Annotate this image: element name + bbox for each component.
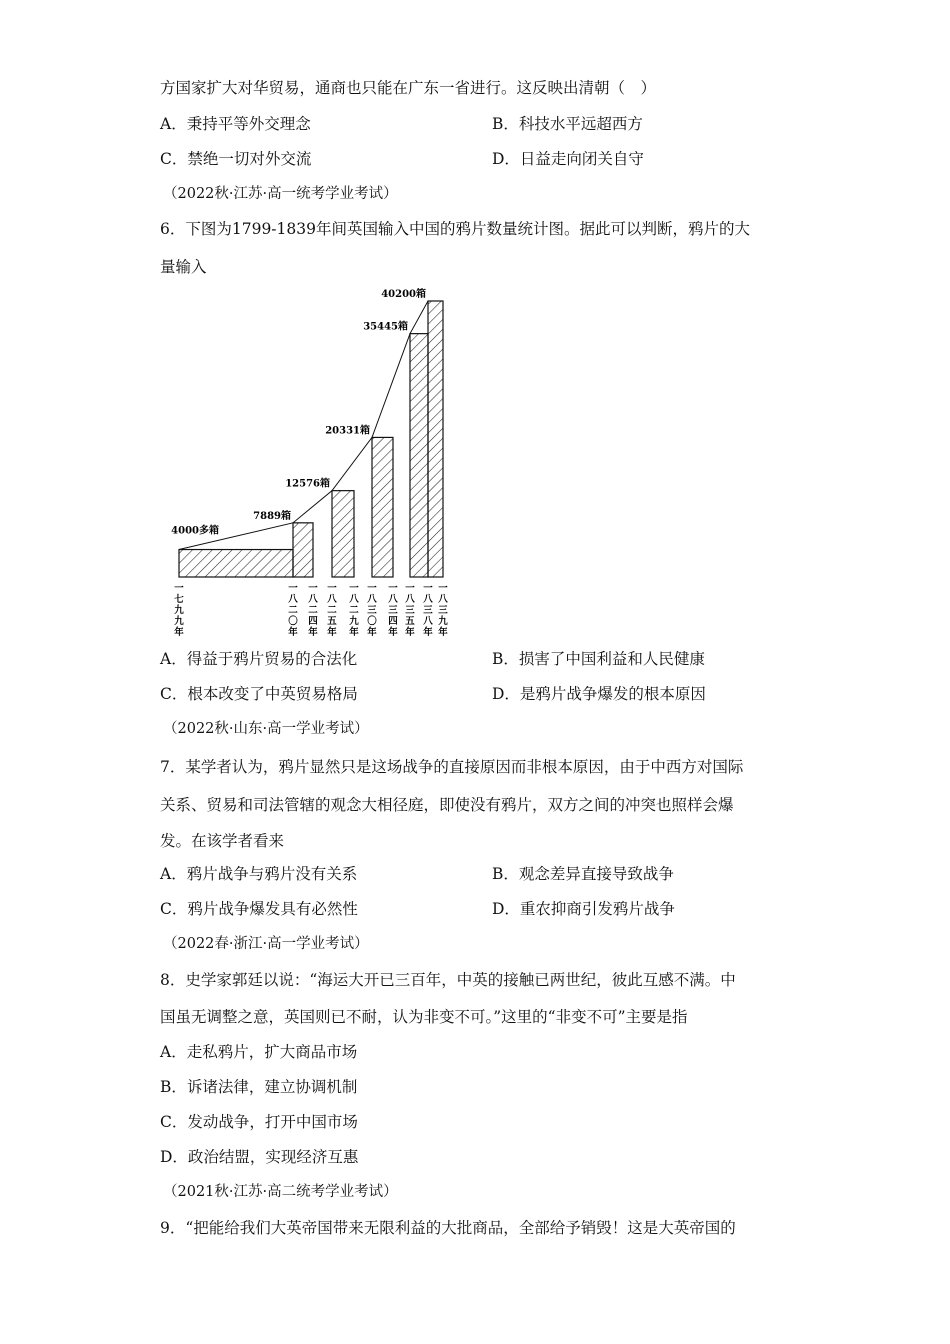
- svg-text:八: 八: [438, 594, 448, 605]
- svg-text:〇: 〇: [367, 616, 377, 627]
- bar-value-label-1: 7889箱: [253, 510, 291, 522]
- svg-text:三: 三: [388, 605, 398, 616]
- svg-text:二: 二: [308, 605, 318, 616]
- svg-text:一: 一: [405, 583, 415, 594]
- svg-text:一: 一: [388, 583, 398, 594]
- q6-option-d: D．是鸦片战争爆发的根本原因: [492, 685, 706, 703]
- q8-stem-line1: 8．史学家郭廷以说：“海运大开已三百年，中英的接触已两世纪，彼此互感不满。中: [160, 971, 736, 989]
- x-tick-label-9: [438, 583, 448, 638]
- svg-text:八: 八: [327, 594, 337, 605]
- svg-text:年: 年: [388, 627, 398, 638]
- svg-text:八: 八: [308, 594, 318, 605]
- svg-text:九: 九: [174, 605, 184, 616]
- bar-value-label-4: 35445箱: [363, 321, 408, 333]
- svg-text:年: 年: [288, 627, 298, 638]
- svg-text:一: 一: [308, 583, 318, 594]
- q7-source: （2022秋·山东·高一学业考试）: [163, 721, 369, 737]
- q8-source: （2022春·浙江·高一学业考试）: [163, 936, 369, 952]
- q5-option-c: C．禁绝一切对外交流: [160, 150, 312, 168]
- bar-value-label-5: 40200箱: [381, 289, 426, 300]
- svg-text:年: 年: [405, 627, 415, 638]
- q8-stem-line2: 国虽无调整之意，英国则已不耐，认为非变不可。”这里的“非变不可”主要是指: [160, 1008, 688, 1026]
- svg-text:年: 年: [438, 627, 448, 638]
- x-tick-label-0: [174, 583, 184, 638]
- svg-text:七: 七: [174, 594, 184, 605]
- bar-3: [372, 437, 393, 577]
- svg-text:八: 八: [288, 594, 298, 605]
- bar-2: [332, 491, 354, 577]
- q6-stem-line2: 量输入: [160, 258, 207, 276]
- q9-source: （2021秋·江苏·高二统考学业考试）: [163, 1184, 398, 1200]
- svg-text:八: 八: [423, 594, 433, 605]
- q8-option-c: C．发动战争，打开中国市场: [160, 1113, 358, 1131]
- q7-stem-line3: 发。在该学者看来: [160, 832, 285, 850]
- bar-5: [428, 301, 443, 577]
- svg-text:一: 一: [174, 583, 184, 594]
- svg-text:四: 四: [308, 616, 318, 627]
- svg-text:二: 二: [327, 605, 337, 616]
- svg-text:二: 二: [288, 605, 298, 616]
- svg-text:二: 二: [349, 605, 359, 616]
- svg-text:八: 八: [349, 594, 359, 605]
- q5-option-b: B．科技水平远超西方: [492, 115, 643, 133]
- bar-value-label-2: 12576箱: [285, 478, 330, 490]
- q5-option-d: D．日益走向闭关自守: [492, 150, 644, 168]
- svg-text:三: 三: [423, 605, 433, 616]
- q7-option-a: A．鸦片战争与鸦片没有关系: [160, 865, 358, 883]
- svg-text:九: 九: [349, 616, 359, 627]
- q5-option-a: A．秉持平等外交理念: [160, 115, 311, 133]
- bar-0: [179, 550, 293, 577]
- svg-text:年: 年: [327, 627, 337, 638]
- q8-option-b: B．诉诸法律，建立协调机制: [160, 1078, 358, 1096]
- svg-text:年: 年: [349, 627, 359, 638]
- svg-text:八: 八: [423, 616, 433, 627]
- svg-text:八: 八: [405, 594, 415, 605]
- svg-text:一: 一: [438, 583, 448, 594]
- bar-4: [410, 334, 428, 577]
- q8-option-d: D．政治结盟，实现经济互惠: [160, 1148, 359, 1166]
- svg-text:五: 五: [327, 616, 337, 627]
- q7-option-b: B．观念差异直接导致战争: [492, 865, 674, 883]
- x-tick-label-1: [288, 583, 298, 638]
- q6-source: （2022秋·江苏·高一统考学业考试）: [163, 186, 398, 202]
- svg-text:一: 一: [367, 583, 377, 594]
- svg-text:八: 八: [388, 594, 398, 605]
- q6-option-c: C．根本改变了中英贸易格局: [160, 685, 358, 703]
- x-tick-label-6: [388, 583, 398, 638]
- bar-1: [293, 523, 313, 577]
- svg-text:五: 五: [405, 616, 415, 627]
- trend-line: [179, 301, 443, 550]
- opium-import-chart: [160, 285, 460, 640]
- svg-text:年: 年: [308, 627, 318, 638]
- svg-text:一: 一: [423, 583, 433, 594]
- q7-stem-line1: 7．某学者认为，鸦片显然只是这场战争的直接原因而非根本原因，由于中西方对国际: [160, 758, 744, 776]
- x-tick-label-4: [349, 583, 359, 638]
- svg-text:一: 一: [327, 583, 337, 594]
- q7-option-c: C．鸦片战争爆发具有必然性: [160, 900, 358, 918]
- x-tick-label-3: [327, 583, 337, 638]
- svg-text:三: 三: [367, 605, 377, 616]
- svg-text:年: 年: [367, 627, 377, 638]
- q5-stem: 方国家扩大对华贸易，通商也只能在广东一省进行。这反映出清朝（ ）: [160, 79, 657, 97]
- svg-text:九: 九: [438, 616, 448, 627]
- q7-stem-line2: 关系、贸易和司法管辖的观念大相径庭，即使没有鸦片，双方之间的冲突也照样会爆: [160, 796, 734, 814]
- x-tick-label-5: [367, 583, 377, 638]
- q6-option-a: A．得益于鸦片贸易的合法化: [160, 650, 358, 668]
- svg-text:三: 三: [405, 605, 415, 616]
- svg-text:一: 一: [349, 583, 359, 594]
- q7-option-d: D．重农抑商引发鸦片战争: [492, 900, 675, 918]
- bar-value-label-0: 4000多箱: [171, 525, 219, 537]
- bar-value-label-3: 20331箱: [325, 425, 370, 437]
- svg-text:年: 年: [174, 627, 184, 638]
- svg-text:年: 年: [423, 627, 433, 638]
- svg-text:〇: 〇: [288, 616, 298, 627]
- svg-text:九: 九: [174, 616, 184, 627]
- q9-stem-line1: 9．“把能给我们大英帝国带来无限利益的大批商品，全部给予销毁！这是大英帝国的: [160, 1219, 736, 1237]
- x-tick-label-7: [405, 583, 415, 638]
- q6-stem-line1: 6．下图为1799-1839年间英国输入中国的鸦片数量统计图。据此可以判断，鸦片的大: [160, 220, 750, 238]
- x-tick-label-2: [308, 583, 318, 638]
- svg-text:八: 八: [367, 594, 377, 605]
- x-tick-label-8: [423, 583, 433, 638]
- svg-text:一: 一: [288, 583, 298, 594]
- svg-text:四: 四: [388, 616, 398, 627]
- q6-option-b: B．损害了中国利益和人民健康: [492, 650, 705, 668]
- q8-option-a: A．走私鸦片，扩大商品市场: [160, 1043, 358, 1061]
- svg-text:三: 三: [438, 605, 448, 616]
